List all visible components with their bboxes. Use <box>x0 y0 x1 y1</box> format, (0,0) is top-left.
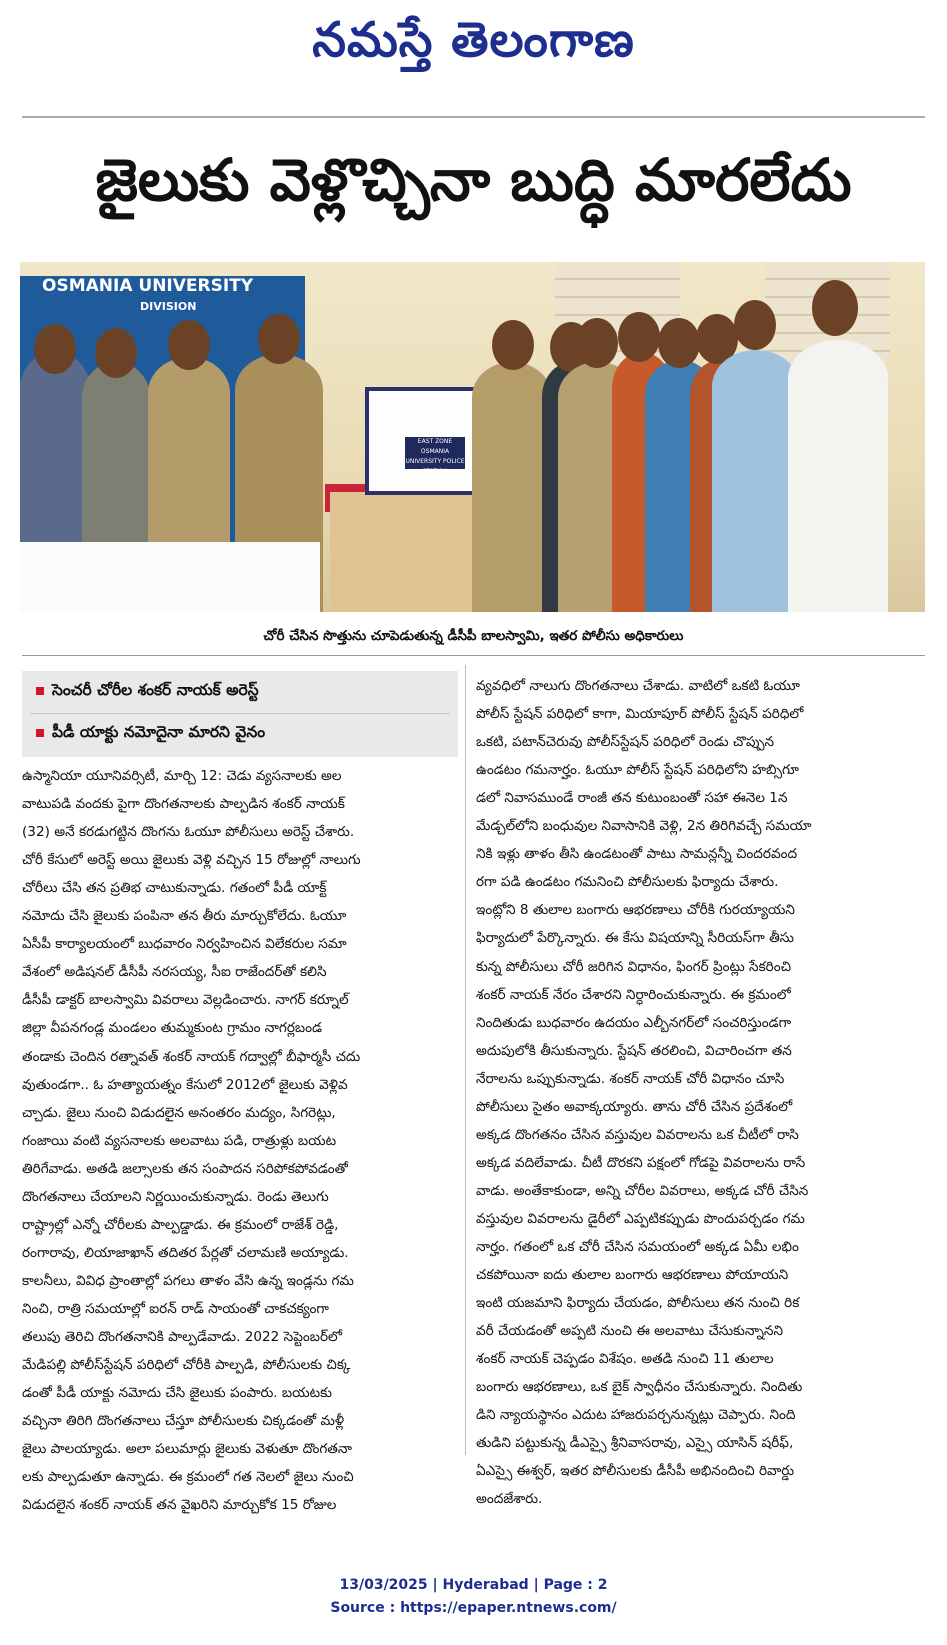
article-line: జైలు పాలయ్యాడు. అలా పలుమార్లు జైలుకు వెళుతూ దొంగతనా <box>22 1441 352 1458</box>
article-line: అక్కడ దొంగతనం చేసిన వస్తువుల వివరాలను ఒక చీటీలో రాసి <box>476 1126 799 1143</box>
article-line: తండాకు చెందిన రత్నావత్ శంకర్ నాయక్ గద్వాల్లో బీఫార్మసీ చదు <box>22 1048 361 1065</box>
article-line: పోలీస్ స్టేషన్ పరిధిలో కాగా, మియాపూర్ పోలీస్ స్టేషన్ పరిధిలో <box>476 706 804 723</box>
masthead <box>0 12 947 80</box>
article-line: వస్తువుల వివరాలను డైరీలో ఎప్పటికప్పుడు పొందుపర్చడం గమ <box>476 1210 805 1227</box>
photo-person-head <box>812 280 858 336</box>
article-line: దొంగతనాలు చేయాలని నిర్ణయించుకున్నాడు. రెండు తెలుగు <box>22 1188 329 1205</box>
article-line: మేడిపల్లి పోలీస్‌స్టేషన్ పరిధిలో చోరీకి పాల్పడి, పోలీసులకు చిక్క <box>22 1357 351 1374</box>
article-line: బంగారు ఆభరణాలు, ఒక బైక్ స్వాధీనం చేసుకున్నారు. నిందితు <box>476 1379 803 1396</box>
article-line: నికి ఇళ్లు తాళం తీసి ఉండటంతో పాటు సామన్లన్నీ చిందరవంద <box>476 846 798 863</box>
article-line: లకు పాల్పడుతూ ఉన్నాడు. ఈ క్రమంలో గత నెలలో జైలు నుంచి <box>22 1469 354 1486</box>
masthead-divider <box>22 116 925 118</box>
article-line: అందజేశారు. <box>476 1491 543 1508</box>
article-line: శంకర్ నాయక్ చెప్పడం విశేషం. అతడి నుంచి 11 తులాల <box>476 1351 774 1368</box>
article-line: విడుదలైన శంకర్ నాయక్ తన వైఖరిని మార్చుకోక 15 రోజుల <box>22 1497 337 1514</box>
article-line: జిల్లా వీపనగండ్ల మండలం తుమ్మకుంట గ్రామం నాగర్లబండ <box>22 1020 323 1037</box>
bullet-icon <box>36 729 44 737</box>
article-line: శంకర్ నాయక్ నేరం చేశారని నిర్ధారించుకున్నారు. ఈ క్రమంలో <box>476 986 791 1003</box>
column-divider <box>465 665 466 1455</box>
article-line: ఒకటి, పటాన్‌చెరువు పోలీస్‌స్టేషన్ పరిధిలో రెండు చొప్పున <box>476 734 775 751</box>
article-line: ఉండటం గమనార్హం. ఓయూ పోలీస్ స్టేషన్ పరిధిలోని హబ్సిగూ <box>476 762 800 779</box>
article-line: వాటుపడి వందకు పైగా దొంగతనాలకు పాల్పడిన శంకర్ నాయక్ <box>22 796 345 813</box>
article-line: చోరీలు చేసి తన ప్రతిభ చాటుకున్నాడు. గతంలో పీడీ యాక్ట్ <box>22 880 327 897</box>
footer-source: Source : https://epaper.ntnews.com/ <box>330 1600 617 1616</box>
photo-person-head <box>492 320 534 370</box>
article-line: రాష్ట్రాల్లో ఎన్నో చోరీలకు పాల్పడ్డాడు. ఈ క్రమంలో రాజేశ్ రెడ్డి, <box>22 1216 339 1233</box>
footer-dateline: 13/03/2025 | Hyderabad | Page : 2 <box>339 1577 608 1593</box>
article-line: ఏఎస్సై ఈశ్వర్, ఇతర పోలీసులకు డీసీపీ అభినందించి రివార్డు <box>476 1463 795 1480</box>
article-line: (32) అనే కరడుగట్టిన దొంగను ఓయూ పోలీసులు అరెస్ట్ చేశారు. <box>22 824 355 841</box>
article-line: రగా పడి ఉండటం గమనించి పోలీసులకు ఫిర్యాదు చేశారు. <box>476 874 779 891</box>
photo-person-head <box>34 324 76 374</box>
article-line: ఇంటి యజమాని ఫిర్యాదు చేయడం, పోలీసులు తన నుంచి రిక <box>476 1295 800 1312</box>
photo-person <box>712 350 800 612</box>
photo-person-head <box>658 318 700 368</box>
highlight-text: పీడీ యాక్టు నమోదైనా మారని వైనం <box>52 723 266 741</box>
article-line: అదుపులోకి తీసుకున్నారు. స్టేషన్ తరలించి, విచారించగా తన <box>476 1042 792 1059</box>
article-line: నార్హం. గతంలో ఒక చోరీ చేసిన సమయంలో అక్కడ ఏమీ లభిం <box>476 1239 799 1255</box>
article-line: ఫిర్యాదులో పేర్కొన్నారు. ఈ కేసు విషయాన్ని సీరియస్‌గా తీసు <box>476 930 795 947</box>
caption-divider <box>22 655 925 656</box>
photo-person-head <box>168 320 210 370</box>
article-line: రంగారావు, లియాజాఖాన్ తదితర పేర్లతో చలామణి అయ్యాడు. <box>22 1244 349 1261</box>
highlight-item <box>36 681 259 703</box>
photo-person-head <box>95 328 137 378</box>
bullet-icon <box>36 687 44 695</box>
article-line: వేశంలో అడిషనల్ డీసీపీ నరసయ్య, సీఐ రాజేందర్‌తో కలిసి <box>22 964 327 981</box>
article-line: చ్చాడు. జైలు నుంచి విడుదలైన అనంతరం మద్యం, సిగరెట్లు, <box>22 1104 336 1121</box>
article-line: చకపోయినా ఐదు తులాల బంగారు ఆభరణాలు పోయాయని <box>476 1267 789 1284</box>
article-line: వచ్చినా తిరిగి దొంగతనాలు చేస్తూ పోలీసులకు చిక్కడంతో మళ్లీ <box>22 1413 345 1430</box>
evidence-display-label: EAST ZONE OSMANIA UNIVERSITY POLICE STATION <box>405 438 465 475</box>
article-line: మేడ్చల్‌లోని బంధువుల నివాసానికి వెళ్లి, 2న తిరిగివచ్చే సమయా <box>476 818 812 835</box>
photo-person-head <box>258 314 300 364</box>
article-line: నమోదు చేసి జైలుకు పంపినా తన తీరు మార్చుకోలేదు. ఓయూ <box>22 908 347 925</box>
article-line: గంజాయి వంటి వ్యసనాలకు అలవాటు పడి, రాత్రుళ్లు బయట <box>22 1132 337 1149</box>
article-line: వ్యవధిలో నాలుగు దొంగతనాలు చేశాడు. వాటిలో ఒకటి ఓయూ <box>476 678 800 694</box>
article-line: డీసీపీ డాక్టర్ బాలస్వామి వివరాలు వెల్లడించారు. నాగర్ కర్నూల్ <box>22 992 349 1009</box>
article-line: వాడు. అంతేకాకుండా, అన్ని చోరీల వివరాలు, అక్కడ చోరీ చేసిన <box>476 1182 809 1199</box>
news-photo <box>20 262 925 612</box>
highlight-text: సెంచరీ చోరీల శంకర్ నాయక్ అరెస్ట్ <box>52 681 259 699</box>
article-line: ఉస్మానియా యూనివర్సిటీ, మార్చి 12: చెడు వ్యసనాలకు అల <box>22 768 342 784</box>
photo-table <box>20 542 320 612</box>
article-line: నిందితుడు బుధవారం ఉదయం ఎల్బీనగర్‌లో సంచరిస్తుండగా <box>476 1014 792 1031</box>
photo-person <box>788 340 888 612</box>
highlight-item <box>36 723 265 745</box>
article-line: తుడిని పట్టుకున్న డీఎస్సై శ్రీనివాసరావు, ఎస్సై యాసిన్ షరీఫ్, <box>476 1435 794 1452</box>
photo-person <box>472 362 552 612</box>
photo-board-title: OSMANIA UNIVERSITY <box>42 276 254 296</box>
article-line: కున్న పోలీసులు చోరీ జరిగిన విధానం, ఫింగర్ ప్రింట్లు సేకరించి <box>476 958 792 975</box>
article-line: ఇంట్లోని 8 తులాల బంగారు ఆభరణాలు చోరీకి గురయ్యాయని <box>476 902 795 919</box>
photo-person-head <box>618 312 660 362</box>
article-line: తిరిగేవాడు. అతడి జల్సాలకు తన సంపాదన సరిపోకపోవడంతో <box>22 1160 348 1177</box>
photo-caption: చోరీ చేసిన సొత్తును చూపెడుతున్న డీసీపీ బాలస్వామి, ఇతర పోలీసు అధికారులు <box>263 628 684 644</box>
article-line: వరీ చేయడంతో అప్పటి నుంచి ఈ అలవాటు చేసుకున్నానని <box>476 1323 784 1340</box>
article-line: తలుపు తెరిచి దొంగతనానికి పాల్పడేవాడు. 2022 సెప్టెంబర్‌లో <box>22 1329 342 1345</box>
highlights-box <box>22 671 458 757</box>
article-line: డలో నివాసముండే రాంజీ తన కుటుంబంతో సహా ఈనెల 1న <box>476 790 788 807</box>
headline: జైలుకు వెళ్లొచ్చినా బుద్ధి మారలేదు <box>95 146 852 214</box>
photo-person-head <box>734 300 776 350</box>
article-line: నేరాలను ఒప్పుకున్నాడు. శంకర్ నాయక్ చోరీ విధానం చూసి <box>476 1070 785 1087</box>
article-line: పోలీసులు సైతం అవాక్కయ్యారు. తాను చోరీ చేసిన ప్రదేశంలో <box>476 1098 793 1115</box>
photo-board-subtitle: DIVISION <box>140 300 197 313</box>
article-line: డిని న్యాయస్థానం ఎదుట హాజరుపర్చనున్నట్లు చెప్పారు. నింది <box>476 1407 796 1424</box>
article-line: డంతో పీడీ యాక్టు నమోదు చేసి జైలుకు పంపారు. బయటకు <box>22 1385 332 1402</box>
article-line: చోరీ కేసులో అరెస్ట్ అయి జైలుకు వెళ్లి వచ్చిన 15 రోజుల్లో నాలుగు <box>22 852 361 869</box>
article-line: అక్కడ వదిలేవాడు. చీటీ దొరకని పక్షంలో గోడపై వివరాలను రాసే <box>476 1154 806 1171</box>
photo-person-head <box>576 318 618 368</box>
masthead-title: నమస్తే తెలంగాణ <box>312 12 635 68</box>
highlight-divider <box>30 713 450 714</box>
article-line: ఏసీపీ కార్యాలయంలో బుధవారం నిర్వహించిన విలేకరుల సమా <box>22 936 347 953</box>
article-line: వుతుండగా.. ఓ హత్యాయత్నం కేసులో 2012లో జైలుకు వెళ్లివ <box>22 1076 348 1093</box>
article-line: నించి, రాత్రి సమయాల్లో ఐరన్ రాడ్ సాయంతో చాకచక్యంగా <box>22 1300 329 1317</box>
article-line: కాలనీలు, వివిధ ప్రాంతాల్లో పగలు తాళం వేసి ఉన్న ఇండ్లను గమ <box>22 1272 354 1289</box>
